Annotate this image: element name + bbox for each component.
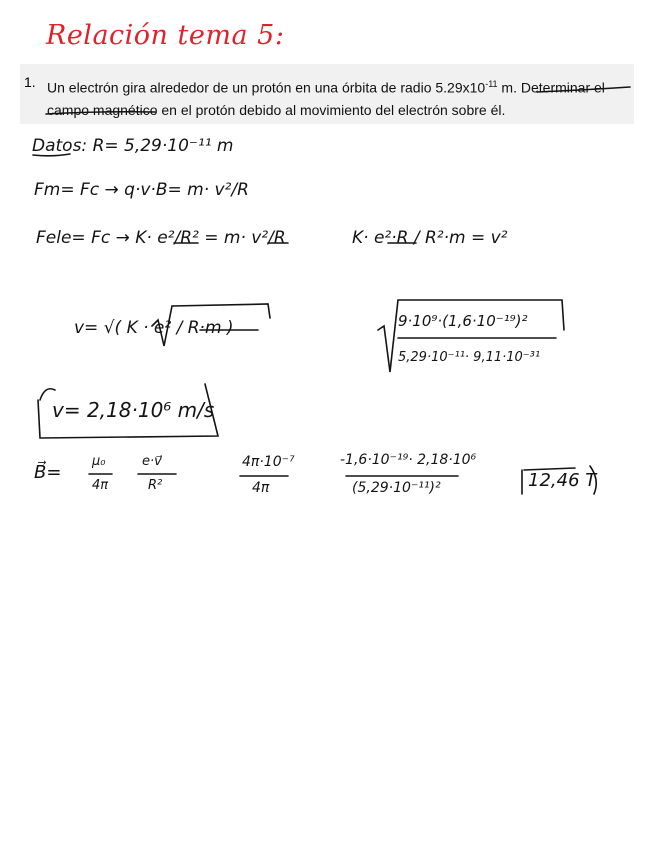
mu0-denominator: 4π bbox=[92, 478, 109, 493]
b-field-lhs: B⃗= bbox=[34, 462, 62, 483]
force-equation-line: Fm= Fc → q·v·B= m· v²/R bbox=[34, 180, 249, 200]
underline-campo bbox=[46, 112, 155, 114]
problem-exponent: -11 bbox=[485, 79, 498, 89]
mu0-value-denominator: 4π bbox=[252, 480, 270, 496]
velocity-squared-line: K· e²·R / R²·m = v² bbox=[352, 228, 508, 248]
charge-velocity-numerator: -1,6·10⁻¹⁹· 2,18·10⁶ bbox=[340, 452, 477, 468]
mu0-value-numerator: 4π·10⁻⁷ bbox=[242, 454, 295, 470]
underline-determinar bbox=[537, 87, 630, 92]
problem-text-start: Un electrón gira alrededor de un protón en una órbita de radio 5.29x10 bbox=[47, 79, 486, 96]
mu0-numerator: μ₀ bbox=[92, 454, 106, 469]
velocity-numerator: 9·10⁹·(1,6·10⁻¹⁹)² bbox=[398, 312, 528, 330]
velocity-formula: v= √( K · e² / R·m ) bbox=[74, 318, 234, 338]
ev-numerator: e·v⃗ bbox=[142, 454, 162, 469]
ev-denominator: R² bbox=[148, 478, 163, 493]
page-title: Relación tema 5: bbox=[46, 20, 285, 51]
velocity-denominator: 5,29·10⁻¹¹· 9,11·10⁻³¹ bbox=[398, 350, 541, 365]
problem-number: 1. bbox=[24, 74, 36, 90]
b-field-result: 12,46 T bbox=[528, 470, 597, 491]
radius-squared-denominator: (5,29·10⁻¹¹)² bbox=[352, 480, 441, 496]
datos-line: Datos: R= 5,29·10⁻¹¹ m bbox=[32, 136, 234, 156]
problem-text-end: m. Determinar el campo magnético en el protón debido al movimiento del electrón sobre él. bbox=[47, 79, 605, 118]
electric-force-line: Fele= Fc → K· e²/R² = m· v²/R bbox=[36, 228, 286, 248]
velocity-result: v= 2,18·10⁶ m/s bbox=[52, 398, 215, 422]
